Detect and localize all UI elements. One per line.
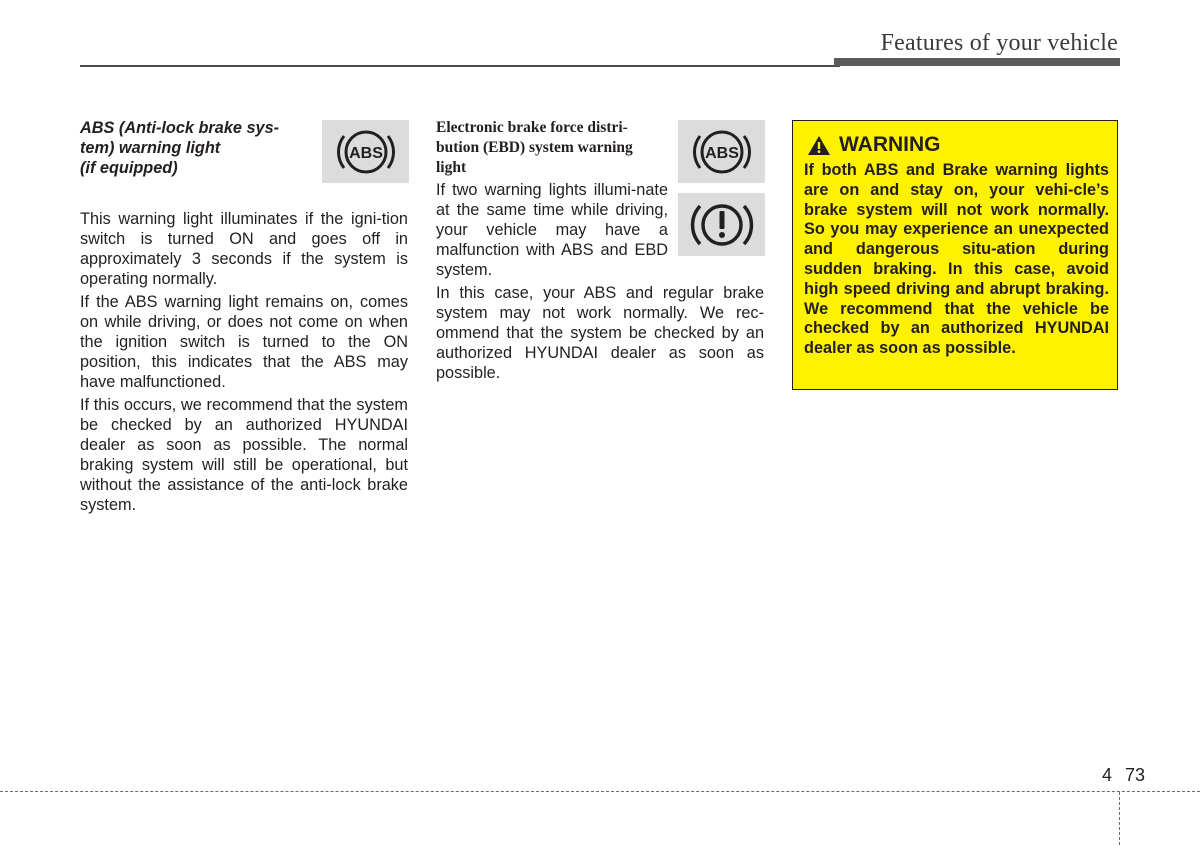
abs-title-line: ABS (Anti-lock brake sys-	[80, 119, 280, 137]
ebd-title-line: bution (EBD) system warning	[436, 139, 633, 156]
abs-title-line: (if equipped)	[80, 159, 178, 177]
footer-page-divider	[1119, 792, 1120, 845]
abs-icon-label: ABS	[704, 144, 739, 162]
page-header-title: Features of your vehicle	[880, 30, 1118, 56]
header-rule-accent	[834, 58, 1120, 66]
ebd-paragraph: In this case, your ABS and regular brake system may not work normally. We rec-ommend that the system be checked by an authorized HYUNDAI dealer as soon as possible.	[436, 284, 764, 382]
warning-heading	[807, 133, 941, 157]
abs-paragraph: This warning light illuminates if the igni-tion switch is turned ON and goes off in approximately 3 seconds if the system is operating normally.	[80, 210, 408, 288]
warning-heading-text: WARNING	[839, 133, 941, 156]
ebd-title-line: Electronic brake force distri-	[436, 119, 628, 136]
footer-dashed-rule	[0, 791, 1200, 792]
ebd-section-title	[436, 118, 671, 178]
ebd-paragraph: If two warning lights illumi-nate at the same time while driving, your vehicle may have a malfunction with ABS and EBD system.	[436, 181, 668, 279]
header-rule	[80, 65, 840, 67]
warning-body: If both ABS and Brake warning lights are on and stay on, your vehi-cle’s brake system will not work normally. So you may experience an unexpected and dangerous situ-ation during sudden braking. In this case, avoid high speed driving and abrupt braking. We recommend that the vehicle be checked by an authorized HYUNDAI dealer as soon as possible.	[804, 161, 1109, 358]
chapter-number: 4	[1102, 765, 1113, 785]
abs-paragraph: If this occurs, we recommend that the system be checked by an authorized HYUNDAI dealer as soon as possible. The normal braking system will still be operational, but without the assistance of the anti-lock brake system.	[80, 396, 408, 514]
brake-warning-icon	[678, 193, 765, 256]
warning-triangle-icon	[807, 135, 831, 156]
page-number: 73	[1125, 765, 1146, 785]
warning-box	[792, 120, 1118, 390]
abs-section-title	[80, 118, 310, 178]
abs-paragraph: If the ABS warning light remains on, comes on while driving, or does not come on when the ignition switch is turned to the ON position, this indicates that the ABS may have malfunctioned.	[80, 293, 408, 391]
abs-warning-icon	[678, 120, 765, 183]
abs-title-line: tem) warning light	[80, 139, 221, 157]
abs-icon-label: ABS	[348, 144, 383, 162]
abs-warning-icon	[322, 120, 409, 183]
ebd-title-line: light	[436, 159, 467, 176]
